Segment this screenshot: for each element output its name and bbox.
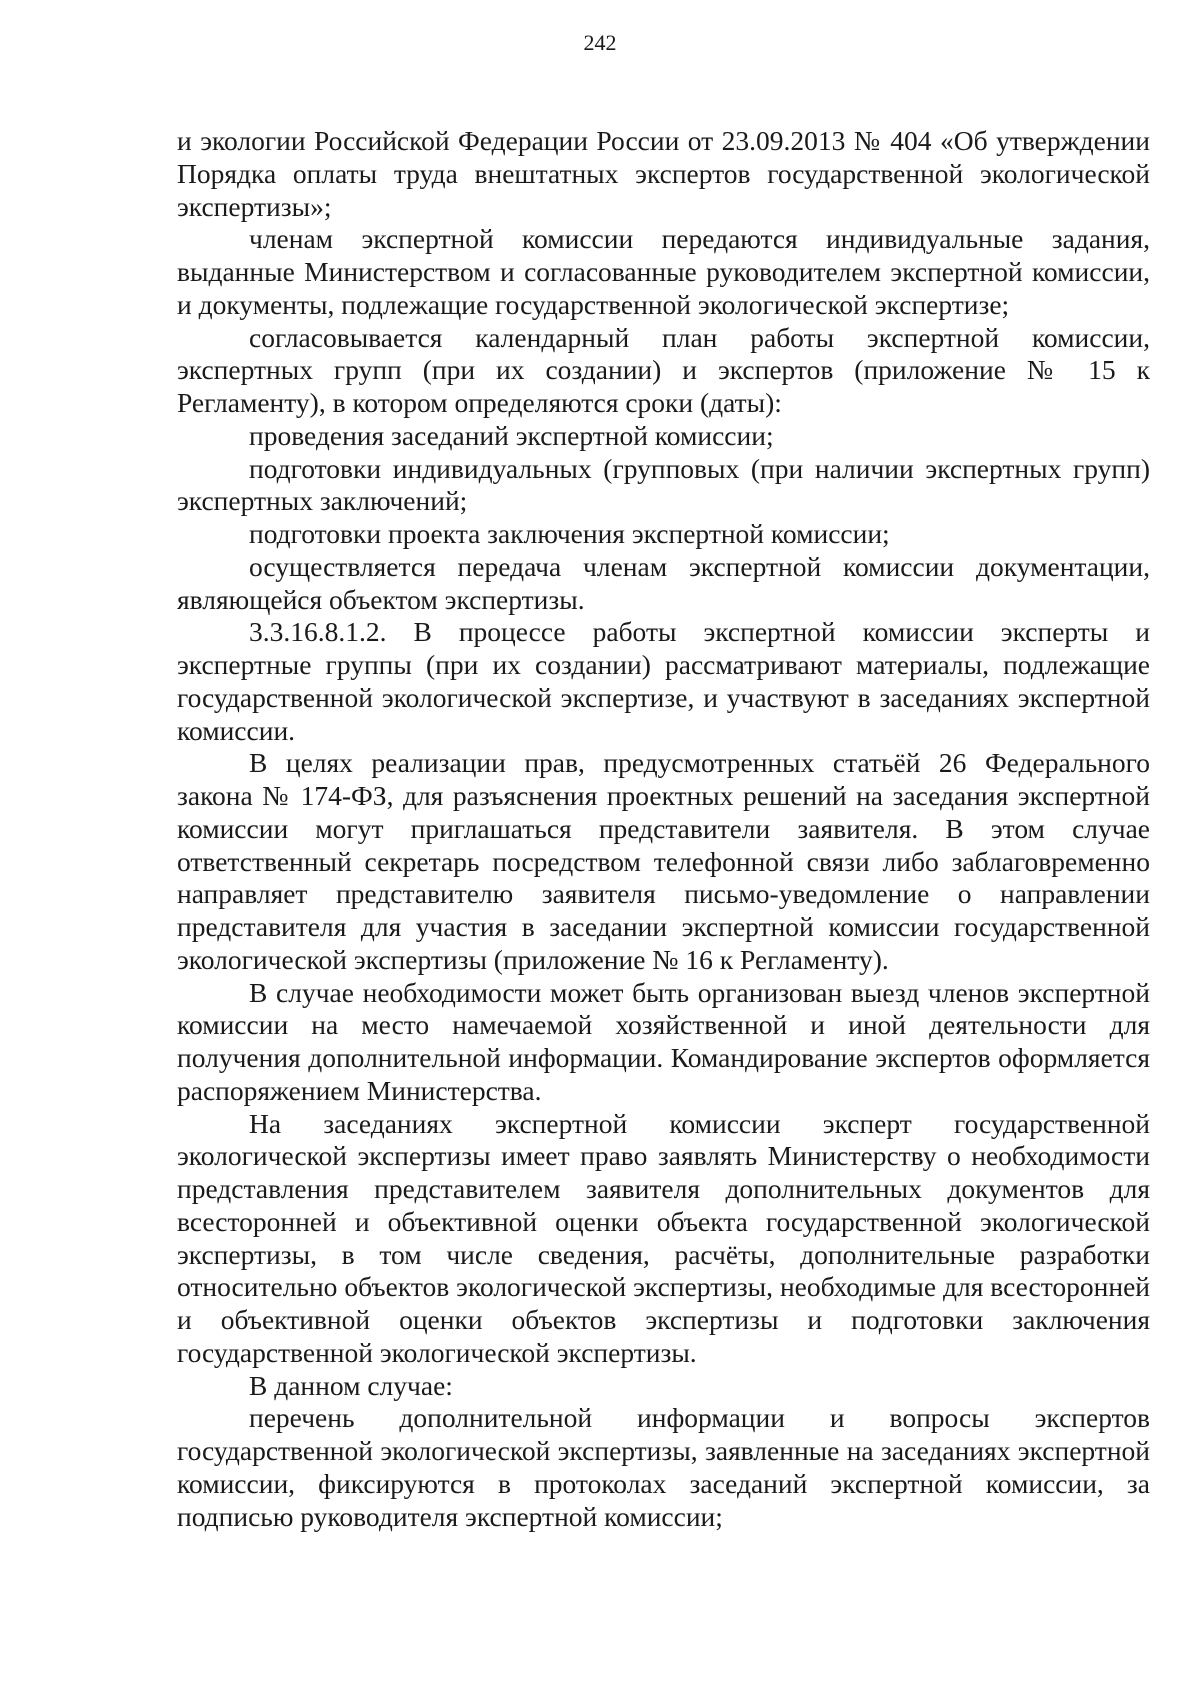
- paragraph-ministry-order-continuation: и экологии Российской Федерации России от 23.09.2013 № 404 «Об утверждении Порядка оплаты труда внештатных экспертов государственной экологической экспертизы»;: [177, 125, 1150, 222]
- paragraph-additional-documents: На заседаниях экспертной комиссии эксперт государственной экологической экспертизы имеет право заявлять Министерству о необходимости представления представителем заявителя дополнительных документов для всесторонней и объективной оценки объекта государственной экологической экспертизы, в том числе сведения, расчёты, дополнительные разработки относительно объектов экологической экспертизы, необходимые для всесторонней и объективной оценки объектов экспертизы и подготовки заключения государственной экологической экспертизы.: [177, 1107, 1150, 1368]
- document-body: [177, 125, 1150, 1533]
- paragraph-applicant-representatives: В целях реализации прав, предусмотренных статьёй 26 Федерального закона № 174-ФЗ, для разъяснения проектных решений на заседания экспертной комиссии могут приглашаться представители заявителя. В этом случае ответственный секретарь посредством телефонной связи либо заблаговременно направляет представителю заявителя письмо-уведомление о направлении представителя для участия в заседании экспертной комиссии государственной экологической экспертизы (приложение № 16 к Регламенту).: [177, 747, 1150, 975]
- paragraph-section-3-3-16-8-1-2: 3.3.16.8.1.2. В процессе работы экспертной комиссии эксперты и экспертные группы (при их создании) рассматривают материалы, подлежащие государственной экологической экспертизе, и участвуют в заседаниях экспертной комиссии.: [177, 616, 1150, 746]
- paragraph-individual-conclusions: подготовки индивидуальных (групповых (при наличии экспертных групп) экспертных заключений;: [177, 452, 1150, 517]
- paragraph-meetings-dates: проведения заседаний экспертной комиссии;: [249, 419, 774, 451]
- paragraph-site-visit: В случае необходимости может быть организован выезд членов экспертной комиссии на место намечаемой хозяйственной и иной деятельности для получения дополнительной информации. Командирование экспертов оформляется распоряжением Министерства.: [177, 976, 1150, 1106]
- paragraph-individual-tasks: членам экспертной комиссии передаются индивидуальные задания, выданные Министерством и согласованные руководителем экспертной комиссии, и документы, подлежащие государственной экологической экспертизе;: [177, 223, 1150, 320]
- paragraph-questions-list: перечень дополнительной информации и вопросы экспертов государственной экологической экспертизы, заявленные на заседаниях экспертной комиссии, фиксируются в протоколах заседаний экспертной комиссии, за подписью руководителя экспертной комиссии;: [177, 1402, 1150, 1532]
- paragraph-draft-conclusion: подготовки проекта заключения экспертной комиссии;: [249, 518, 890, 549]
- paragraph-in-this-case: В данном случае:: [249, 1369, 453, 1401]
- paragraph-documentation-transfer: осуществляется передача членам экспертной комиссии документации, являющейся объектом экспертизы.: [177, 550, 1150, 615]
- paragraph-calendar-plan: согласовывается календарный план работы экспертной комиссии, экспертных групп (при их создании) и экспертов (приложение № 15 к Регламенту), в котором определяются сроки (даты):: [177, 321, 1150, 418]
- page-number: 242: [583, 30, 617, 55]
